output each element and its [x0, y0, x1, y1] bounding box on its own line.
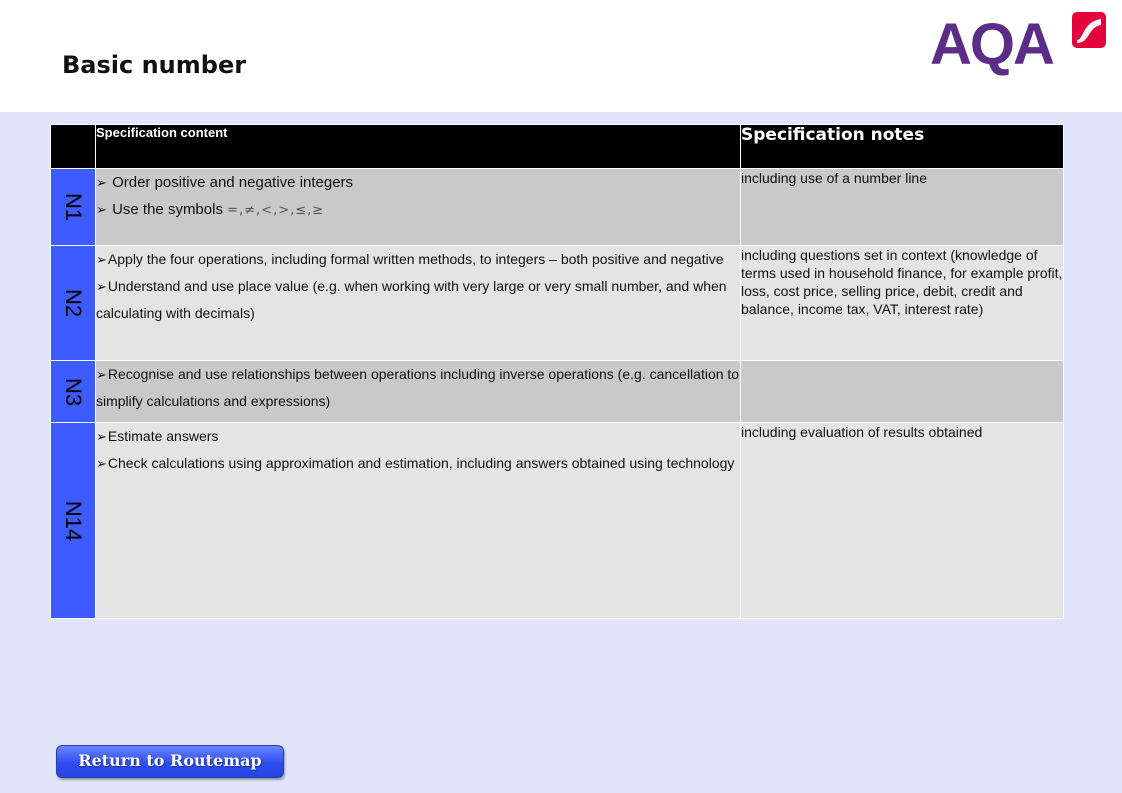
arrow-bullet-icon: ➢ [96, 252, 107, 267]
code-cell [51, 361, 96, 423]
content-cell [96, 423, 741, 619]
aqa-logo [930, 8, 1110, 78]
logo-swoosh-icon [1070, 10, 1108, 50]
logo-text: AQA [930, 12, 1053, 77]
content-cell [96, 246, 741, 361]
item-text: Apply the four operations, including formal written methods, to integers – both positive and negative [107, 251, 724, 267]
arrow-bullet-icon: ➢ [96, 367, 107, 382]
content-cell [96, 361, 741, 423]
header-bar [0, 0, 1122, 112]
arrow-bullet-icon: ➢ [96, 429, 107, 444]
list-item [96, 246, 740, 273]
arrow-bullet-icon: ➢ [96, 202, 107, 217]
list-item [96, 450, 740, 477]
list-item [96, 196, 740, 224]
table-row-n1 [51, 169, 1064, 246]
arrow-bullet-icon: ➢ [96, 279, 107, 294]
table-row-n3 [51, 361, 1064, 423]
list-item [96, 423, 740, 450]
specification-table [50, 124, 1064, 619]
list-item [96, 169, 740, 196]
arrow-bullet-icon: ➢ [96, 175, 107, 190]
notes-cell: including questions set in context (knowledge of terms used in household finance, for example profit, loss, cost price, selling price, debit, credit and balance, income tax, VAT, interest rate) [741, 246, 1064, 361]
code-cell [51, 423, 96, 619]
list-item [96, 273, 740, 326]
item-text: Understand and use place value (e.g. when working with very large or very small number, and when calculating with decimals) [96, 278, 727, 321]
list-item [96, 361, 740, 414]
notes-cell [741, 361, 1064, 423]
code-label: N14 [61, 500, 86, 541]
item-text: Use the symbols [112, 201, 228, 218]
header-specification-content: Specification content [96, 125, 741, 169]
comparison-symbols: =,≠,<,>,≤,≥ [227, 203, 325, 218]
notes-cell: including use of a number line [741, 169, 1064, 246]
item-text: Check calculations using approximation and estimation, including answers obtained using technology [107, 455, 735, 471]
table-row-n2 [51, 246, 1064, 361]
notes-cell: including evaluation of results obtained [741, 423, 1064, 619]
header-specification-notes: Specification notes [741, 125, 1064, 169]
code-label: N3 [61, 377, 86, 406]
item-text: Order positive and negative integers [112, 174, 354, 191]
return-to-routemap-button[interactable]: Return to Routemap [56, 745, 284, 778]
table-header-row [51, 125, 1064, 169]
code-cell [51, 169, 96, 246]
item-text: Recognise and use relationships between operations including inverse operations (e.g. cancellation to simplify calculations and expressions) [96, 366, 740, 409]
table-row-n14 [51, 423, 1064, 619]
content-cell [96, 169, 741, 246]
code-label: N2 [61, 288, 86, 318]
page-title: Basic number [62, 51, 247, 79]
code-label: N1 [61, 192, 86, 222]
header-code [51, 125, 96, 169]
code-cell [51, 246, 96, 361]
item-text: Estimate answers [107, 428, 219, 444]
arrow-bullet-icon: ➢ [96, 456, 107, 471]
